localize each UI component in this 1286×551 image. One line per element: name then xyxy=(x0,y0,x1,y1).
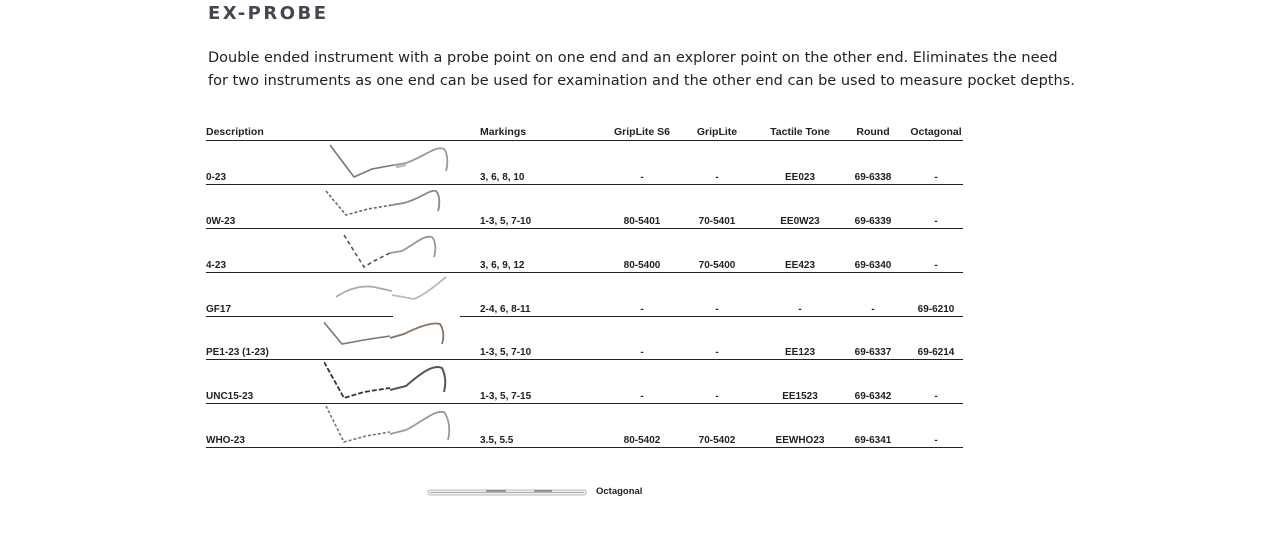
cell-description: GF17 xyxy=(206,304,232,315)
cell-round: 69-6337 xyxy=(854,347,892,358)
cell-round: - xyxy=(871,304,875,315)
cell-griplite: - xyxy=(715,172,719,183)
cell-griplite-s6: - xyxy=(640,172,644,183)
table-row xyxy=(206,404,963,448)
cell-markings: 1-3, 5, 7-15 xyxy=(480,391,532,402)
table-row xyxy=(206,316,963,360)
cell-description: 0W-23 xyxy=(206,216,236,227)
cell-tactile-tone: EE123 xyxy=(784,347,816,358)
header-octagonal: Octagonal xyxy=(910,126,962,138)
table-row xyxy=(206,360,963,404)
cell-griplite: - xyxy=(715,347,719,358)
cell-tactile-tone: EEWHO23 xyxy=(775,435,825,446)
cell-octagonal: - xyxy=(934,391,938,402)
instrument-image xyxy=(324,231,454,269)
table-row xyxy=(206,273,963,316)
cell-griplite-s6: - xyxy=(640,391,644,402)
page-title: EX-PROBE xyxy=(208,3,329,24)
cell-griplite: 70-5401 xyxy=(698,216,736,227)
cell-octagonal: - xyxy=(934,216,938,227)
intro-line-1: Double ended instrument with a probe point on one end and an explorer point on the other end. Eliminates the need xyxy=(208,50,1058,66)
legend-label: Octagonal xyxy=(596,486,643,497)
header-tactile-tone: Tactile Tone xyxy=(770,126,830,138)
cell-markings: 2-4, 6, 8-11 xyxy=(480,304,531,315)
cell-description: 4-23 xyxy=(206,260,227,271)
cell-tactile-tone: EE1523 xyxy=(782,391,818,402)
table-row xyxy=(206,141,963,185)
cell-octagonal: - xyxy=(934,260,938,271)
cell-tactile-tone: EE423 xyxy=(784,260,816,271)
header-description: Description xyxy=(206,126,264,138)
header-griplite: GripLite xyxy=(696,126,738,138)
instrument-image xyxy=(324,362,454,400)
instrument-image xyxy=(324,187,454,225)
cell-tactile-tone: - xyxy=(798,304,802,315)
header-round: Round xyxy=(856,126,890,138)
cell-griplite-s6: 80-5400 xyxy=(623,260,661,271)
cell-griplite: - xyxy=(715,391,719,402)
cell-description: PE1-23 (1-23) xyxy=(206,347,269,358)
cell-octagonal: 69-6214 xyxy=(917,347,955,358)
cell-round: 69-6342 xyxy=(854,391,892,402)
cell-markings: 3, 6, 8, 10 xyxy=(480,172,525,183)
cell-round: 69-6341 xyxy=(854,435,892,446)
cell-griplite-s6: - xyxy=(640,347,644,358)
product-table xyxy=(206,125,963,448)
cell-round: 69-6339 xyxy=(854,216,892,227)
cell-griplite: - xyxy=(715,304,719,315)
cell-markings: 3.5, 5.5 xyxy=(480,435,514,446)
header-markings: Markings xyxy=(480,126,527,138)
table-row xyxy=(206,229,963,273)
cell-griplite-s6: 80-5402 xyxy=(623,435,661,446)
instrument-image xyxy=(324,275,454,313)
table-row xyxy=(206,185,963,229)
cell-octagonal: - xyxy=(934,435,938,446)
handle-legend xyxy=(426,486,646,500)
intro-paragraph xyxy=(208,47,1075,93)
cell-octagonal: 69-6210 xyxy=(917,304,955,315)
cell-description: UNC15-23 xyxy=(206,391,254,402)
cell-description: WHO-23 xyxy=(206,435,245,446)
cell-description: 0-23 xyxy=(206,172,227,183)
cell-octagonal: - xyxy=(934,172,938,183)
intro-line-2: for two instruments as one end can be used for examination and the other end can be used to measure pocket depths. xyxy=(208,73,1075,89)
cell-griplite: 70-5402 xyxy=(698,435,736,446)
cell-griplite: 70-5400 xyxy=(698,260,736,271)
instrument-image xyxy=(324,406,454,444)
cell-round: 69-6340 xyxy=(854,260,892,271)
cell-griplite-s6: - xyxy=(640,304,644,315)
table-header xyxy=(206,125,963,141)
cell-griplite-s6: 80-5401 xyxy=(623,216,661,227)
cell-tactile-tone: EE023 xyxy=(784,172,816,183)
cell-markings: 1-3, 5, 7-10 xyxy=(480,347,532,358)
header-griplite-s6: GripLite S6 xyxy=(614,126,671,138)
cell-round: 69-6338 xyxy=(854,172,892,183)
instrument-image xyxy=(324,143,454,181)
cell-tactile-tone: EE0W23 xyxy=(780,216,820,227)
cell-markings: 1-3, 5, 7-10 xyxy=(480,216,532,227)
instrument-image xyxy=(324,318,454,356)
cell-markings: 3, 6, 9, 12 xyxy=(480,260,525,271)
octagonal-handle-image xyxy=(426,486,588,500)
